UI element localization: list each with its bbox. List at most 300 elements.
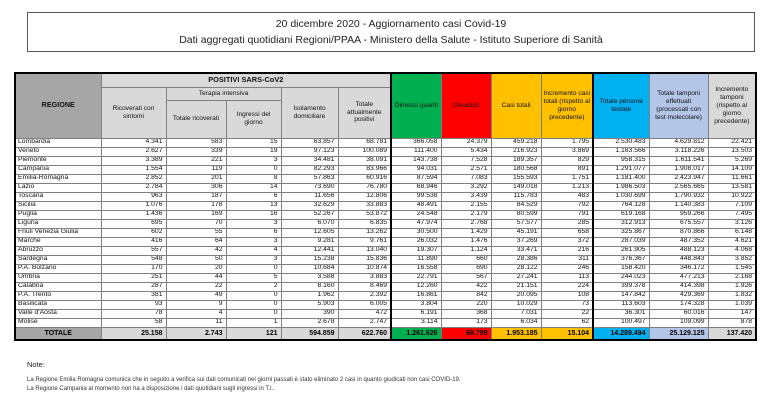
- value-cell: 60.016: [649, 309, 708, 318]
- value-cell: 119: [166, 165, 226, 174]
- value-cell: 53.872: [338, 210, 391, 219]
- value-cell: 147.842: [593, 291, 649, 300]
- value-cell: 7.109: [708, 201, 756, 210]
- value-cell: 34.481: [281, 156, 338, 165]
- value-cell: 220: [441, 300, 491, 309]
- value-cell: 94.031: [391, 165, 441, 174]
- region-name-cell: Campania: [15, 165, 101, 174]
- value-cell: 174.328: [649, 300, 708, 309]
- value-cell: 13.581: [708, 183, 756, 192]
- column-header-persone-testate: Totale persone testate: [593, 73, 649, 138]
- value-cell: 30.500: [391, 228, 441, 237]
- value-cell: 3: [226, 219, 281, 228]
- value-cell: 100.089: [338, 147, 391, 156]
- column-header-totale-tamponi: Totale tamponi effettuati (processati con test molecolare): [649, 73, 708, 138]
- value-cell: 28.386: [491, 255, 541, 264]
- value-cell: 47.974: [391, 219, 441, 228]
- value-cell: 64: [166, 237, 226, 246]
- region-name-cell: P.A. Bolzano: [15, 264, 101, 273]
- value-cell: 189.357: [491, 156, 541, 165]
- region-name-cell: P.A. Trento: [15, 291, 101, 300]
- value-cell: 4: [166, 309, 226, 318]
- value-cell: 6.070: [281, 219, 338, 228]
- notes-section: [27, 360, 747, 393]
- value-cell: 14.109: [708, 165, 756, 174]
- value-cell: 891: [541, 165, 593, 174]
- value-cell: 829: [541, 156, 593, 165]
- value-cell: 4.341: [101, 138, 166, 147]
- region-name-cell: Emilia-Romagna: [15, 174, 101, 183]
- value-cell: 2.392: [338, 291, 391, 300]
- total-value-cell: 594.859: [281, 327, 338, 340]
- value-cell: 38.091: [338, 156, 391, 165]
- value-cell: 3.869: [541, 147, 593, 156]
- total-row: [15, 327, 756, 340]
- value-cell: 2: [226, 282, 281, 291]
- column-header-attualmente-positivi: Totale attualmente positivi: [338, 87, 391, 138]
- value-cell: 459.218: [491, 138, 541, 147]
- value-cell: 13.503: [708, 147, 756, 156]
- value-cell: 842: [441, 291, 491, 300]
- value-cell: 3.114: [391, 318, 441, 327]
- region-name-cell: Piemonte: [15, 156, 101, 165]
- value-cell: 5.903: [281, 300, 338, 309]
- value-cell: 0: [226, 300, 281, 309]
- value-cell: 1.751: [541, 174, 593, 183]
- value-cell: 3: [226, 156, 281, 165]
- value-cell: 1.926: [708, 282, 756, 291]
- table-row: [15, 255, 756, 264]
- value-cell: 690: [441, 264, 491, 273]
- value-cell: 0: [226, 309, 281, 318]
- value-cell: 10.922: [708, 192, 756, 201]
- value-cell: 13: [226, 201, 281, 210]
- value-cell: 1.790.932: [649, 192, 708, 201]
- value-cell: 870.866: [649, 228, 708, 237]
- value-cell: 3: [226, 237, 281, 246]
- value-cell: 448.843: [649, 255, 708, 264]
- value-cell: 173: [441, 318, 491, 327]
- total-value-cell: 622.760: [338, 327, 391, 340]
- value-cell: 169: [166, 210, 226, 219]
- table-row: [15, 210, 756, 219]
- value-cell: 20: [166, 264, 226, 273]
- value-cell: 16.558: [391, 264, 441, 273]
- value-cell: 376.367: [593, 255, 649, 264]
- value-cell: 108: [541, 291, 593, 300]
- table-row: [15, 165, 756, 174]
- value-cell: 78: [101, 309, 166, 318]
- value-cell: 221: [166, 156, 226, 165]
- value-cell: 55: [166, 228, 226, 237]
- value-cell: 9.281: [281, 237, 338, 246]
- region-name-cell: Liguria: [15, 219, 101, 228]
- value-cell: 390: [281, 309, 338, 318]
- value-cell: 99.538: [391, 192, 441, 201]
- value-cell: 45.191: [491, 228, 541, 237]
- value-cell: 50: [166, 255, 226, 264]
- value-cell: 12.260: [391, 282, 441, 291]
- value-cell: 143.738: [391, 156, 441, 165]
- value-cell: 68.781: [338, 138, 391, 147]
- value-cell: 58: [101, 318, 166, 327]
- notes-title: Note:: [27, 360, 45, 369]
- group-header-terapia-intensiva: Terapia intensiva: [166, 87, 281, 100]
- value-cell: 1.986.503: [593, 183, 649, 192]
- value-cell: 3.126: [708, 219, 756, 228]
- value-cell: 2.784: [101, 183, 166, 192]
- value-cell: 0: [226, 165, 281, 174]
- value-cell: 602: [101, 228, 166, 237]
- value-cell: 285: [541, 219, 593, 228]
- value-cell: 4.621: [708, 237, 756, 246]
- value-cell: 6: [226, 192, 281, 201]
- value-cell: 1: [226, 318, 281, 327]
- column-header-casi-totali: Casi totali: [491, 73, 541, 138]
- table-row: [15, 300, 756, 309]
- value-cell: 312.913: [593, 219, 649, 228]
- value-cell: 0: [226, 264, 281, 273]
- value-cell: 0: [226, 291, 281, 300]
- value-cell: 8.469: [338, 282, 391, 291]
- value-cell: 28.122: [491, 264, 541, 273]
- total-value-cell: 1.953.185: [491, 327, 541, 340]
- value-cell: 3.588: [281, 273, 338, 282]
- value-cell: 2.678: [281, 318, 338, 327]
- group-header-positivi: POSITIVI SARS-CoV2: [101, 73, 391, 87]
- value-cell: 109.099: [649, 318, 708, 327]
- value-cell: 158.420: [593, 264, 649, 273]
- value-cell: 791: [541, 210, 593, 219]
- value-cell: 115.783: [491, 192, 541, 201]
- value-cell: 155.593: [491, 174, 541, 183]
- value-cell: 149.018: [491, 183, 541, 192]
- value-cell: 12.605: [281, 228, 338, 237]
- value-cell: 62: [541, 318, 593, 327]
- value-cell: 1.554: [101, 165, 166, 174]
- table-footer: [15, 327, 756, 340]
- value-cell: 10.874: [338, 264, 391, 273]
- value-cell: 1.611.541: [649, 156, 708, 165]
- value-cell: 1.429: [441, 228, 491, 237]
- value-cell: 477.213: [649, 273, 708, 282]
- value-cell: 2.423.947: [649, 174, 708, 183]
- value-cell: 24.379: [441, 138, 491, 147]
- value-cell: 52.267: [281, 210, 338, 219]
- value-cell: 3.439: [441, 192, 491, 201]
- region-name-cell: Veneto: [15, 147, 101, 156]
- column-header-ingressi-giorno: Ingressi del giorno: [226, 100, 281, 138]
- value-cell: 959.266: [649, 210, 708, 219]
- value-cell: 37.269: [491, 237, 541, 246]
- value-cell: 368: [441, 309, 491, 318]
- value-cell: 15.238: [281, 255, 338, 264]
- value-cell: 1.908.017: [649, 165, 708, 174]
- value-cell: 4: [226, 246, 281, 255]
- value-cell: 32.629: [281, 201, 338, 210]
- value-cell: 36.301: [593, 309, 649, 318]
- table-row: [15, 147, 756, 156]
- region-name-cell: Basilicata: [15, 300, 101, 309]
- value-cell: 1.545: [708, 264, 756, 273]
- value-cell: 2.852: [101, 174, 166, 183]
- value-cell: 57.577: [491, 219, 541, 228]
- total-value-cell: 14.289.494: [593, 327, 649, 340]
- value-cell: 548: [101, 255, 166, 264]
- value-cell: 57.863: [281, 174, 338, 183]
- value-cell: 2.168: [708, 273, 756, 282]
- value-cell: 1.291.077: [593, 165, 649, 174]
- value-cell: 82.293: [281, 165, 338, 174]
- value-cell: 1.163.566: [593, 147, 649, 156]
- table-row: [15, 318, 756, 327]
- value-cell: 113.603: [593, 300, 649, 309]
- value-cell: 22: [541, 309, 593, 318]
- value-cell: 2.179: [441, 210, 491, 219]
- column-header-isolamento: Isolamento domiciliare: [281, 87, 338, 138]
- value-cell: 14: [226, 183, 281, 192]
- table-body: [15, 138, 756, 327]
- value-cell: 764.128: [593, 201, 649, 210]
- total-value-cell: 25.158: [101, 327, 166, 340]
- value-cell: 22.791: [391, 273, 441, 282]
- value-cell: 33.471: [491, 246, 541, 255]
- value-cell: 372: [541, 237, 593, 246]
- value-cell: 24.548: [391, 210, 441, 219]
- value-cell: 5.434: [441, 147, 491, 156]
- value-cell: 11.890: [391, 255, 441, 264]
- value-cell: 287: [101, 282, 166, 291]
- value-cell: 3.389: [101, 156, 166, 165]
- region-name-cell: Abruzzo: [15, 246, 101, 255]
- value-cell: 16.861: [391, 291, 441, 300]
- value-cell: 20.095: [491, 291, 541, 300]
- value-cell: 1.476: [441, 237, 491, 246]
- value-cell: 325.867: [593, 228, 649, 237]
- value-cell: 2.768: [441, 219, 491, 228]
- value-cell: 4.068: [708, 246, 756, 255]
- value-cell: 1.140.383: [649, 201, 708, 210]
- value-cell: 170: [101, 264, 166, 273]
- value-cell: 488.123: [649, 246, 708, 255]
- value-cell: 5.269: [708, 156, 756, 165]
- value-cell: 84.529: [491, 201, 541, 210]
- total-value-cell: 15.104: [541, 327, 593, 340]
- table-row: [15, 138, 756, 147]
- value-cell: 1.030.699: [593, 192, 649, 201]
- value-cell: 21.151: [491, 282, 541, 291]
- region-name-cell: Calabria: [15, 282, 101, 291]
- value-cell: 6.005: [338, 300, 391, 309]
- table-row: [15, 282, 756, 291]
- value-cell: 557: [101, 246, 166, 255]
- value-cell: 567: [441, 273, 491, 282]
- value-cell: 8: [226, 174, 281, 183]
- value-cell: 19: [226, 147, 281, 156]
- column-header-incremento-casi: Incremento casi totali (rispetto al giorno precedente): [541, 73, 593, 138]
- value-cell: 287.039: [593, 237, 649, 246]
- value-cell: 422: [441, 282, 491, 291]
- value-cell: 73: [541, 300, 593, 309]
- note-line: La Regione Campania al momento non ha a disposizione i dati quotidiani sugli ingressi in T.I..: [27, 385, 276, 392]
- value-cell: 2.627: [101, 147, 166, 156]
- value-cell: 246: [541, 264, 593, 273]
- value-cell: 3.292: [441, 183, 491, 192]
- value-cell: 68.946: [391, 183, 441, 192]
- table-row: [15, 237, 756, 246]
- value-cell: 5: [226, 273, 281, 282]
- value-cell: 1.795: [541, 138, 593, 147]
- value-cell: 12.441: [281, 246, 338, 255]
- value-cell: 147: [708, 309, 756, 318]
- report-title: 20 dicembre 2020 - Aggiornamento casi Covid-19: [275, 17, 507, 30]
- value-cell: 15.836: [338, 255, 391, 264]
- column-header-dimessi-guariti: Dimessi guariti: [391, 73, 441, 138]
- value-cell: 958.315: [593, 156, 649, 165]
- value-cell: 9: [166, 300, 226, 309]
- region-name-cell: Marche: [15, 237, 101, 246]
- value-cell: 42: [166, 246, 226, 255]
- value-cell: 2.747: [338, 318, 391, 327]
- value-cell: 113: [541, 273, 593, 282]
- region-name-cell: Friuli Venezia Giulia: [15, 228, 101, 237]
- value-cell: 70: [166, 219, 226, 228]
- region-name-cell: Sicilia: [15, 201, 101, 210]
- total-label-cell: TOTALE: [15, 327, 101, 340]
- column-header-incremento-tamponi: Incremento tamponi (rispetto al giorno precedente): [708, 73, 756, 138]
- total-value-cell: 25.129.125: [649, 327, 708, 340]
- value-cell: 10.029: [491, 300, 541, 309]
- value-cell: 2.155: [441, 201, 491, 210]
- value-cell: 10.684: [281, 264, 338, 273]
- value-cell: 366.058: [391, 138, 441, 147]
- total-value-cell: 137.420: [708, 327, 756, 340]
- value-cell: 224: [541, 282, 593, 291]
- region-name-cell: Lombardia: [15, 138, 101, 147]
- value-cell: 3.118.226: [649, 147, 708, 156]
- report-subtitle: Dati aggregati quotidiani Regioni/PPAA - Ministero della Salute - Istituto Superiore di Sanità: [179, 34, 603, 47]
- value-cell: 187: [166, 192, 226, 201]
- value-cell: 6.148: [708, 228, 756, 237]
- table-header: [15, 73, 756, 138]
- value-cell: 487.352: [649, 237, 708, 246]
- value-cell: 3: [226, 255, 281, 264]
- value-cell: 26.032: [391, 237, 441, 246]
- value-cell: 2.571: [441, 165, 491, 174]
- value-cell: 16: [226, 210, 281, 219]
- value-cell: 416: [101, 237, 166, 246]
- value-cell: 583: [166, 138, 226, 147]
- region-name-cell: Valle d'Aosta: [15, 309, 101, 318]
- value-cell: 244.023: [593, 273, 649, 282]
- value-cell: 15: [226, 138, 281, 147]
- value-cell: 76.780: [338, 183, 391, 192]
- value-cell: 399.378: [593, 282, 649, 291]
- value-cell: 111.400: [391, 147, 441, 156]
- value-cell: 6.034: [491, 318, 541, 327]
- table-row: [15, 246, 756, 255]
- value-cell: 7.495: [708, 210, 756, 219]
- value-cell: 7.083: [441, 174, 491, 183]
- value-cell: 48.491: [391, 201, 441, 210]
- value-cell: 19.307: [391, 246, 441, 255]
- value-cell: 381: [101, 291, 166, 300]
- region-name-cell: Toscana: [15, 192, 101, 201]
- value-cell: 11: [166, 318, 226, 327]
- value-cell: 93: [101, 300, 166, 309]
- region-name-cell: Sardegna: [15, 255, 101, 264]
- value-cell: 251: [101, 273, 166, 282]
- table-row: [15, 264, 756, 273]
- value-cell: 311: [541, 255, 593, 264]
- total-value-cell: 121: [226, 327, 281, 340]
- value-cell: 60.916: [338, 174, 391, 183]
- value-cell: 22.421: [708, 138, 756, 147]
- column-header-deceduti: Deceduti: [441, 73, 491, 138]
- column-header-regione: REGIONE: [15, 73, 101, 138]
- value-cell: 63.857: [281, 138, 338, 147]
- value-cell: 27.241: [491, 273, 541, 282]
- value-cell: 87.594: [391, 174, 441, 183]
- value-cell: 73.690: [281, 183, 338, 192]
- value-cell: 660: [441, 255, 491, 264]
- value-cell: 3.852: [708, 255, 756, 264]
- value-cell: 658: [541, 228, 593, 237]
- value-cell: 216.923: [491, 147, 541, 156]
- table-row: [15, 156, 756, 165]
- table-row: [15, 219, 756, 228]
- covid-data-table: [14, 72, 757, 341]
- value-cell: 472: [338, 309, 391, 318]
- value-cell: 13.040: [338, 246, 391, 255]
- value-cell: 12.806: [338, 192, 391, 201]
- value-cell: 4.629.812: [649, 138, 708, 147]
- value-cell: 1.832: [708, 291, 756, 300]
- value-cell: 675.557: [649, 219, 708, 228]
- value-cell: 44: [166, 273, 226, 282]
- value-cell: 346.172: [649, 264, 708, 273]
- table-row: [15, 192, 756, 201]
- value-cell: 11.656: [281, 192, 338, 201]
- value-cell: 6: [226, 228, 281, 237]
- value-cell: 1.213: [541, 183, 593, 192]
- value-cell: 13.262: [338, 228, 391, 237]
- value-cell: 100.497: [593, 318, 649, 327]
- value-cell: 2.530.483: [593, 138, 649, 147]
- table-row: [15, 291, 756, 300]
- value-cell: 80.599: [491, 210, 541, 219]
- column-header-ricoverati: Ricoverati con sintomi: [101, 87, 166, 138]
- value-cell: 83.966: [338, 165, 391, 174]
- value-cell: 201: [166, 174, 226, 183]
- value-cell: 429.369: [649, 291, 708, 300]
- value-cell: 33.883: [338, 201, 391, 210]
- value-cell: 339: [166, 147, 226, 156]
- total-value-cell: 2.743: [166, 327, 226, 340]
- value-cell: 1.124: [441, 246, 491, 255]
- value-cell: 306: [166, 183, 226, 192]
- table-row: [15, 309, 756, 318]
- value-cell: 8.160: [281, 282, 338, 291]
- value-cell: 1.039: [708, 300, 756, 309]
- value-cell: 216: [541, 246, 593, 255]
- value-cell: 695: [101, 219, 166, 228]
- table-row: [15, 273, 756, 282]
- value-cell: 792: [541, 201, 593, 210]
- region-name-cell: Puglia: [15, 210, 101, 219]
- value-cell: 878: [708, 318, 756, 327]
- value-cell: 6.835: [338, 219, 391, 228]
